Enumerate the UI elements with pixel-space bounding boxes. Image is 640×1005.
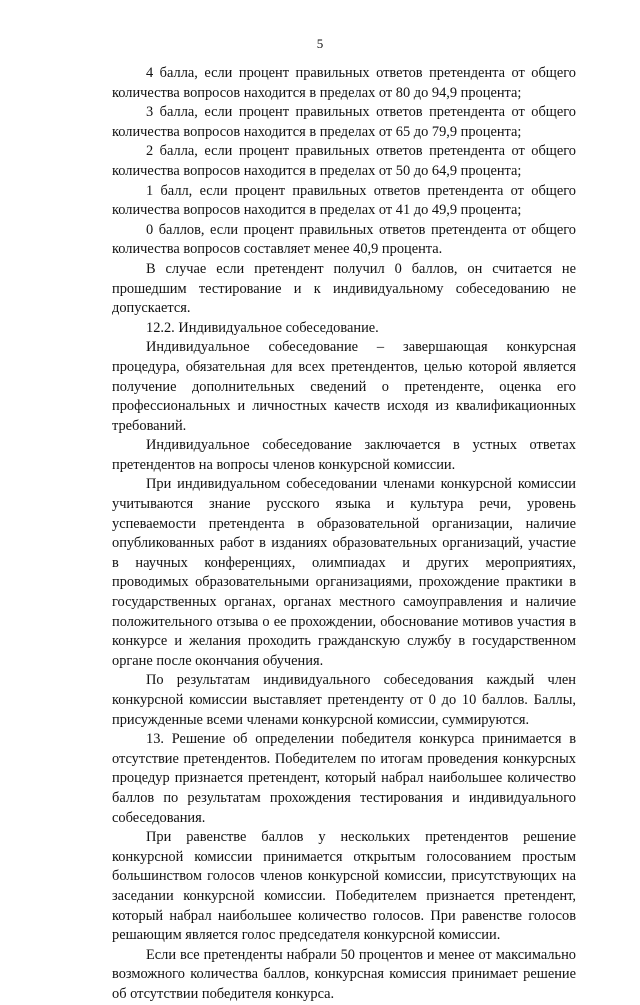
page-number: 5 [316, 36, 324, 51]
paragraph-score-4: 4 балла, если процент правильных ответов претендента от общего количества вопросов находится в пределах от 80 до 94,9 процента; [112, 65, 576, 101]
paragraph-interview-definition: Индивидуальное собеседование – завершающая конкурсная процедура, обязательная для всех претендентов, целью которой является получение дополнительных сведений о претенденте, оценка его профессиональных и личностных качеств исходя из квалификационных требований. [112, 339, 576, 434]
paragraph-interview-criteria: При индивидуальном собеседовании членами конкурсной комиссии учитываются знание русского языка и культура речи, уровень успеваемости претендента в образовательной организации, наличие опубликованных работ в изданиях образовательных организаций, участие в научных конференциях, олимпиадах и других мероприятиях, проводимых образовательными организациями, прохождение практики в государственных органах, органах местного самоуправления и наличие положительного отзыва о ее прохождении, обоснование мотивов участия в конкурсе и желания проходить гражданскую службу в государственном органе после окончания обучения. [112, 476, 576, 669]
paragraph-section-13-winner: 13. Решение об определении победителя конкурса принимается в отсутствие претендентов. Победителем по итогам проведения конкурсных процедур признается претендент, который набрал наибольшее количество баллов по результатам прохождения тестирования и индивидуального собеседования. [112, 731, 576, 826]
paragraph-score-1: 1 балл, если процент правильных ответов претендента от общего количества вопросов находится в пределах от 41 до 49,9 процента; [112, 182, 576, 219]
paragraph-score-0: 0 баллов, если процент правильных ответов претендента от общего количества вопросов составляет менее 40,9 процента. [112, 221, 576, 258]
paragraph-no-winner: Если все претенденты набрали 50 процентов и менее от максимально возможного количества баллов, конкурсная комиссия принимает решение об отсутствии победителя конкурса. [112, 946, 576, 1002]
section-heading-12-2: 12.2. Индивидуальное собеседование. [146, 319, 379, 336]
paragraph-tie-breaking: При равенстве баллов у нескольких претендентов решение конкурсной комиссии принимается открытым голосованием простым большинством голосов членов конкурсной комиссии, присутствующих на заседании конкурсной комиссии. Победителем признается претендент, который набрал наибольшее количество голосов. При равенстве голосов решающим является голос председателя конкурсной комиссии. [112, 829, 576, 944]
paragraph-zero-score-rule: В случае если претендент получил 0 баллов, он считается не прошедшим тестирование и к индивидуальному собеседованию не допускается. [112, 260, 576, 317]
paragraph-interview-scoring: По результатам индивидуального собеседования каждый член конкурсной комиссии выставляет претенденту от 0 до 10 баллов. Баллы, присужденные всеми членами конкурсной комиссии, суммируются. [112, 672, 576, 728]
paragraph-score-3: 3 балла, если процент правильных ответов претендента от общего количества вопросов находится в пределах от 65 до 79,9 процента; [112, 104, 576, 140]
paragraph-score-2: 2 балла, если процент правильных ответов претендента от общего количества вопросов находится в пределах от 50 до 64,9 процента; [112, 143, 576, 179]
paragraph-interview-format: Индивидуальное собеседование заключается в устных ответах претендентов на вопросы членов конкурсной комиссии. [112, 437, 576, 473]
document-body [112, 64, 576, 1005]
